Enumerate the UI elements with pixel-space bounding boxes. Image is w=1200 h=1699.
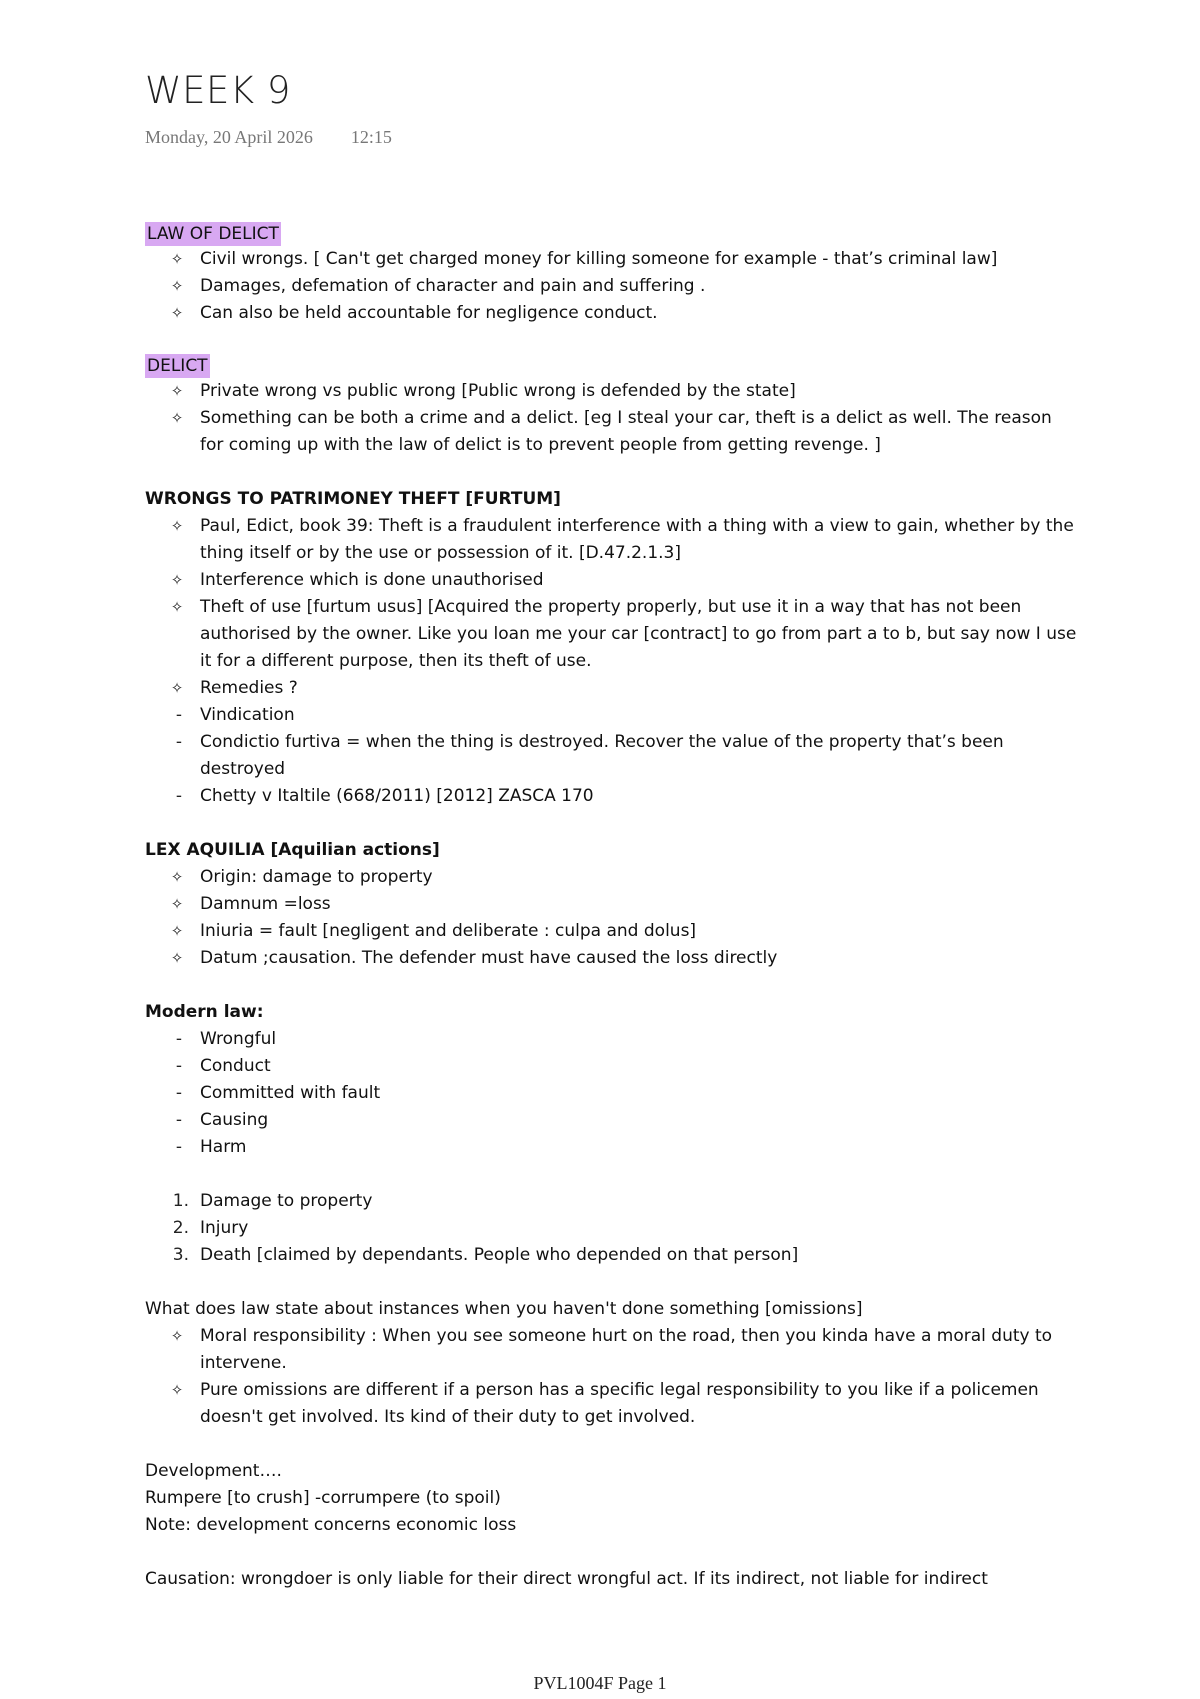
page-footer: PVL1004F Page 1 xyxy=(533,1673,667,1693)
text-line: Rumpere [to crush] -corrumpere (to spoil) xyxy=(145,1487,501,1508)
dash-bullet-icon: - xyxy=(175,1109,183,1130)
section-lex-aquilia xyxy=(145,837,1080,972)
dash-bullet-icon: - xyxy=(175,731,183,752)
section-causation xyxy=(145,1566,1080,1593)
section-modern-law xyxy=(145,999,1080,1269)
text-line: Causation: wrongdoer is only liable for their direct wrongful act. If its indirect, not liable for indirect xyxy=(145,1568,988,1589)
list-item: ✧ Moral responsibility : When you see someone hurt on the road, then you kinda have a moral duty to intervene. xyxy=(145,1323,1080,1377)
star-bullet-icon: ✧ xyxy=(170,867,184,886)
star-bullet-icon: ✧ xyxy=(170,948,184,967)
list-item: ✧ Remedies ? xyxy=(145,675,1080,702)
page-title: WEEK 9 xyxy=(145,69,291,112)
list-item: ✧ Can also be held accountable for negligence conduct. xyxy=(145,300,1080,327)
list-item: ✧ Iniuria = fault [negligent and deliberate : culpa and dolus] xyxy=(145,918,1080,945)
section-heading: LAW OF DELICT xyxy=(147,223,279,244)
note-timestamp xyxy=(145,127,1080,148)
star-bullet-icon: ✧ xyxy=(170,1380,184,1399)
list-item: ✧ Private wrong vs public wrong [Public wrong is defended by the state] xyxy=(145,378,1080,405)
list-item: - Wrongful xyxy=(145,1026,1080,1053)
list-item: ✧ Damages, defemation of character and pain and suffering . xyxy=(145,273,1080,300)
dash-bullet-icon: - xyxy=(175,1082,183,1103)
bullet-list xyxy=(145,378,1080,459)
star-bullet-icon: ✧ xyxy=(170,921,184,940)
section-development xyxy=(145,1458,1080,1539)
section-omissions xyxy=(145,1296,1080,1431)
list-item: - Committed with fault xyxy=(145,1080,1080,1107)
star-bullet-icon: ✧ xyxy=(170,678,184,697)
list-item: - Conduct xyxy=(145,1053,1080,1080)
note-date: Monday, 20 April 2026 xyxy=(145,126,313,147)
list-item: ✧ Interference which is done unauthorised xyxy=(145,567,1080,594)
bullet-list xyxy=(145,1323,1080,1431)
list-item: - Harm xyxy=(145,1134,1080,1161)
text-line: Note: development concerns economic loss xyxy=(145,1514,517,1535)
dash-bullet-icon: - xyxy=(175,1028,183,1049)
star-bullet-icon: ✧ xyxy=(170,597,184,616)
list-number: 1. xyxy=(172,1190,189,1211)
star-bullet-icon: ✧ xyxy=(170,570,184,589)
list-number: 2. xyxy=(172,1217,189,1238)
list-item: ✧ Datum ;causation. The defender must have caused the loss directly xyxy=(145,945,1080,972)
dash-list xyxy=(145,1026,1080,1161)
list-item: ✧ Origin: damage to property xyxy=(145,864,1080,891)
bullet-list xyxy=(145,864,1080,972)
section-heading: What does law state about instances when you haven't done something [omissions] xyxy=(145,1298,863,1319)
section-heading: Modern law: xyxy=(145,1001,264,1022)
star-bullet-icon: ✧ xyxy=(170,408,184,427)
list-item: - Chetty v Italtile (668/2011) [2012] ZASCA 170 xyxy=(145,783,1080,810)
list-item: - Vindication xyxy=(145,702,1080,729)
list-item: ✧ Civil wrongs. [ Can't get charged money for killing someone for example - that’s criminal law] xyxy=(145,246,1080,273)
note-time: 12:15 xyxy=(350,126,392,147)
list-item: ✧ Pure omissions are different if a person has a specific legal responsibility to you like if a policemen doesn't get involved. Its kind of their duty to get involved. xyxy=(145,1377,1080,1431)
section-theft xyxy=(145,486,1080,810)
section-heading: WRONGS TO PATRIMONEY THEFT [FURTUM] xyxy=(145,488,561,509)
list-item: - Condictio furtiva = when the thing is destroyed. Recover the value of the property that’s been destroyed xyxy=(145,729,1080,783)
section-heading: DELICT xyxy=(147,355,208,376)
star-bullet-icon: ✧ xyxy=(170,303,184,322)
list-item: 3. Death [claimed by dependants. People who depended on that person] xyxy=(145,1242,1080,1269)
list-item: - Causing xyxy=(145,1107,1080,1134)
list-item: 1. Damage to property xyxy=(145,1188,1080,1215)
numbered-list xyxy=(145,1188,1080,1269)
list-number: 3. xyxy=(172,1244,189,1265)
list-item: ✧ Theft of use [furtum usus] [Acquired the property properly, but use it in a way that has not been authorised by the owner. Like you loan me your car [contract] to go from part a to b, but say now I use it for a different purpose, then its theft of use. xyxy=(145,594,1080,675)
star-bullet-icon: ✧ xyxy=(170,516,184,535)
list-item: ✧ Damnum =loss xyxy=(145,891,1080,918)
list-item: ✧ Something can be both a crime and a delict. [eg I steal your car, theft is a delict as well. The reason for coming up with the law of delict is to prevent people from getting revenge. ] xyxy=(145,405,1080,459)
star-bullet-icon: ✧ xyxy=(170,381,184,400)
dash-bullet-icon: - xyxy=(175,1055,183,1076)
bullet-list xyxy=(145,513,1080,810)
section-delict xyxy=(145,354,1080,459)
dash-bullet-icon: - xyxy=(175,785,183,806)
bullet-list xyxy=(145,246,1080,327)
section-law-of-delict xyxy=(145,222,1080,327)
star-bullet-icon: ✧ xyxy=(170,276,184,295)
star-bullet-icon: ✧ xyxy=(170,894,184,913)
star-bullet-icon: ✧ xyxy=(170,1326,184,1345)
star-bullet-icon: ✧ xyxy=(170,249,184,268)
dash-bullet-icon: - xyxy=(175,1136,183,1157)
list-item: 2. Injury xyxy=(145,1215,1080,1242)
list-item: ✧ Paul, Edict, book 39: Theft is a fraudulent interference with a thing with a view to gain, whether by the thing itself or by the use or possession of it. [D.47.2.1.3] xyxy=(145,513,1080,567)
note-page xyxy=(145,70,1080,1593)
section-heading: LEX AQUILIA [Aquilian actions] xyxy=(145,839,440,860)
text-line: Development…. xyxy=(145,1460,282,1481)
dash-bullet-icon: - xyxy=(175,704,183,725)
